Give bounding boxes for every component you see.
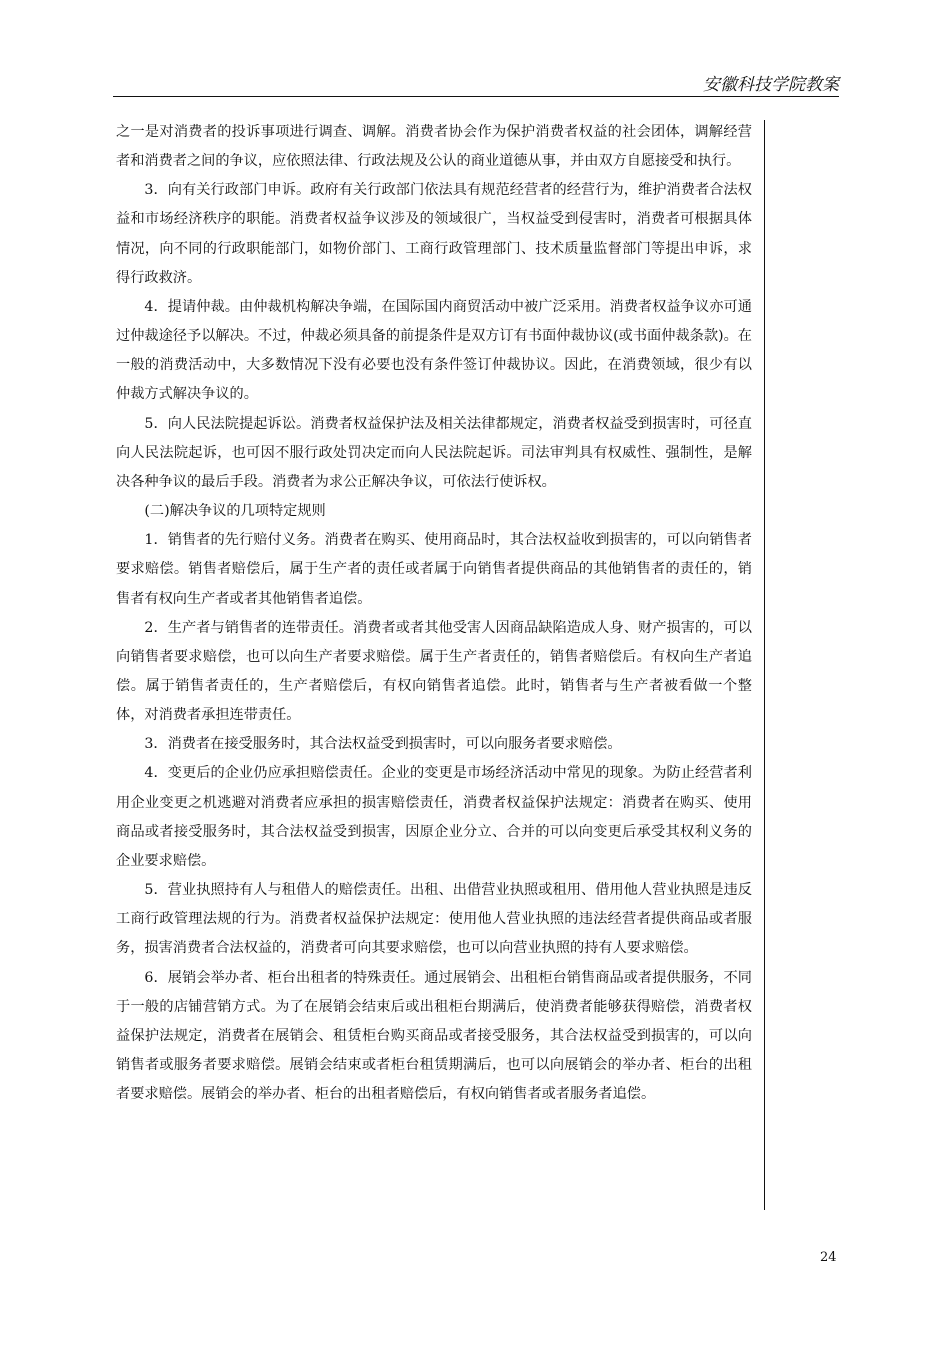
header-rule <box>113 96 839 97</box>
section-heading: (二)解决争议的几项特定规则 <box>144 503 326 520</box>
paragraph-item-5-litigation: 5．向人民法院提起诉讼。消费者权益保护法及相关法律都规定，消费者权益受到损害时，可径直向人民法院起诉，也可因不服行政处罚决定而向人民法院起诉。司法审判具有权威性、强制性，是解决各种争议的最后手段。消费者为求公正解决争议，可依法行使诉权。 <box>116 415 752 490</box>
paragraph-rule-3-service-compensation: 3．消费者在接受服务时，其合法权益受到损害时，可以向服务者要求赔偿。 <box>144 736 622 753</box>
page-number: 24 <box>820 1250 837 1265</box>
paragraph-rule-1-seller-compensation: 1．销售者的先行赔付义务。消费者在购买、使用商品时，其合法权益收到损害的，可以向销售者要求赔偿。销售者赔偿后，属于生产者的责任或者属于向销售者提供商品的其他销售者的责任的，销售者有权向生产者或者其他销售者追偿。 <box>116 532 752 607</box>
paragraph-rule-2-joint-liability: 2．生产者与销售者的连带责任。消费者或者其他受害人因商品缺陷造成人身、财产损害的，可以向销售者要求赔偿，也可以向生产者要求赔偿。属于生产者责任的，销售者赔偿后。有权向生产者追偿。属于销售者责任的，生产者赔偿后，有权向销售者追偿。此时，销售者与生产者被看做一个整体，对消费者承担连带责任。 <box>116 619 752 724</box>
header-title: 安徽科技学院教案 <box>703 75 839 95</box>
paragraph-continuation: 之一是对消费者的投诉事项进行调查、调解。消费者协会作为保护消费者权益的社会团体，调解经营者和消费者之间的争议，应依照法律、行政法规及公认的商业道德从事，并由双方自愿接受和执行。 <box>116 124 752 170</box>
paragraph-item-4-arbitration: 4．提请仲裁。由仲裁机构解决争端，在国际国内商贸活动中被广泛采用。消费者权益争议亦可通过仲裁途径予以解决。不过，仲裁必须具备的前提条件是双方订有书面仲裁协议(或书面仲裁条款)。在一般的消费活动中，大多数情况下没有必要也没有条件签订仲裁协议。因此，在消费领域，很少有以仲裁方式解决争议的。 <box>116 298 752 403</box>
paragraph-rule-4-changed-enterprise: 4．变更后的企业仍应承担赔偿责任。企业的变更是市场经济活动中常见的现象。为防止经营者利用企业变更之机逃避对消费者应承担的损害赔偿责任，消费者权益保护法规定：消费者在购买、使用商品或者接受服务时，其合法权益受到损害，因原企业分立、合并的可以向变更后承受其权利义务的企业要求赔偿。 <box>116 765 752 869</box>
body-text <box>116 118 752 1109</box>
paragraph-rule-5-business-license: 5．营业执照持有人与租借人的赔偿责任。出租、出借营业执照或租用、借用他人营业执照是违反工商行政管理法规的行为。消费者权益保护法规定：使用他人营业执照的违法经营者提供商品或者服务，损害消费者合法权益的，消费者可向其要求赔偿，也可以向营业执照的持有人要求赔偿。 <box>116 882 752 957</box>
margin-rule <box>764 120 765 1210</box>
paragraph-rule-6-exhibition-counter: 6．展销会举办者、柜台出租者的特殊责任。通过展销会、出租柜台销售商品或者提供服务，不同于一般的店铺营销方式。为了在展销会结束后或出租柜台期满后，使消费者能够获得赔偿，消费者权益保护法规定，消费者在展销会、租赁柜台购买商品或者接受服务，其合法权益受到损害的，可以向销售者或服务者要求赔偿。展销会结束或者柜台租赁期满后，也可以向展销会的举办者、柜台的出租者要求赔偿。展销会的举办者、柜台的出租者赔偿后，有权向销售者或者服务者追偿。 <box>116 969 752 1103</box>
paragraph-item-3-administrative-appeal: 3．向有关行政部门申诉。政府有关行政部门依法具有规范经营者的经营行为，维护消费者合法权益和市场经济秩序的职能。消费者权益争议涉及的领域很广，当权益受到侵害时，消费者可根据具体情况，向不同的行政职能部门，如物价部门、工商行政管理部门、技术质量监督部门等提出申诉，求得行政救济。 <box>116 182 752 286</box>
